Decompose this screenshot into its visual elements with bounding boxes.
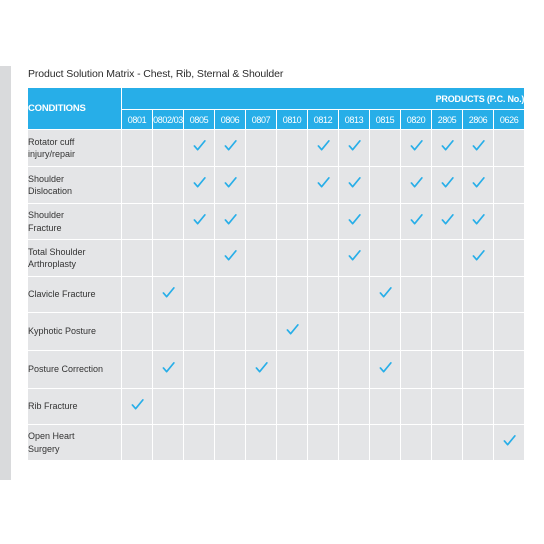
checkmark-icon [348,139,361,152]
matrix-cell [339,277,370,313]
matrix-cell [184,167,215,204]
matrix-cell [184,277,215,313]
checkmark-icon [317,139,330,152]
matrix-cell [432,389,463,425]
matrix-cell [432,167,463,204]
matrix-cell [463,204,494,240]
matrix-cell [463,130,494,167]
matrix-cell [153,167,184,204]
matrix-cell [184,240,215,277]
condition-label-line: Kyphotic Posture [28,326,97,337]
matrix-cell [370,277,401,313]
condition-label [28,240,122,277]
product-code-0626: 0626 [494,110,525,130]
checkmark-icon [317,176,330,189]
matrix-cell [215,425,246,461]
matrix-cell [432,204,463,240]
matrix-cell [246,130,277,167]
matrix-cell [339,313,370,351]
condition-label-line: Surgery [28,443,60,454]
matrix-cell [122,130,153,167]
checkmark-icon [503,434,516,447]
matrix-cell [277,277,308,313]
matrix-cell [401,389,432,425]
matrix-cell [463,389,494,425]
matrix-cell [246,277,277,313]
condition-row [28,167,525,204]
checkmark-icon [193,213,206,226]
condition-row [28,240,525,277]
condition-label-line: Posture Correction [28,364,104,375]
matrix-cell [494,425,525,461]
matrix-cell [215,204,246,240]
condition-label [28,425,122,461]
matrix-cell [494,389,525,425]
matrix-cell [215,277,246,313]
matrix-cell [308,204,339,240]
checkmark-icon [224,213,237,226]
checkmark-icon [286,323,299,336]
condition-label [28,167,122,204]
matrix-cell [122,351,153,389]
checkmark-icon [131,398,144,411]
matrix-cell [153,130,184,167]
matrix-cell [277,204,308,240]
matrix-cell [277,351,308,389]
matrix-cell [401,313,432,351]
condition-row [28,313,525,351]
matrix-cell [370,313,401,351]
checkmark-icon [162,286,175,299]
checkmark-icon [224,249,237,262]
condition-label-line: Fracture [28,222,62,233]
matrix-cell [215,130,246,167]
matrix-cell [215,389,246,425]
condition-row [28,130,525,167]
matrix-cell [215,351,246,389]
matrix-cell [308,351,339,389]
product-solution-matrix [27,87,525,461]
condition-label-line: Arthroplasty [28,259,77,269]
matrix-cell [153,277,184,313]
matrix-cell [246,389,277,425]
condition-label-line: Shoulder [28,173,65,184]
checkmark-icon [193,139,206,152]
matrix-cell [463,167,494,204]
checkmark-icon [224,176,237,189]
matrix-cell [370,130,401,167]
condition-row [28,204,525,240]
matrix-cell [401,425,432,461]
matrix-cell [215,167,246,204]
matrix-cell [339,389,370,425]
checkmark-icon [255,361,268,374]
condition-label-line: Rib Fracture [28,401,78,412]
matrix-cell [339,204,370,240]
product-code-0820: 0820 [401,110,432,130]
matrix-cell [277,130,308,167]
matrix-cell [401,277,432,313]
matrix-cell [370,351,401,389]
matrix-cell [494,204,525,240]
matrix-cell [308,425,339,461]
matrix-cell [184,313,215,351]
matrix-cell [432,240,463,277]
matrix-cell [401,204,432,240]
matrix-cell [277,240,308,277]
matrix-cell [122,389,153,425]
matrix-cell [184,130,215,167]
matrix-body [28,130,525,461]
matrix-cell [308,277,339,313]
checkmark-icon [410,213,423,226]
product-code-0810: 0810 [277,110,308,130]
matrix-cell [277,425,308,461]
matrix-cell [277,167,308,204]
matrix-cell [122,167,153,204]
products-header: PRODUCTS (P.C. No.) [122,88,525,110]
condition-row [28,351,525,389]
condition-label-line: Total Shoulder [28,246,86,257]
matrix-cell [184,389,215,425]
product-code-0806: 0806 [215,110,246,130]
product-code-0801: 0801 [122,110,153,130]
conditions-header: CONDITIONS [28,88,122,130]
checkmark-icon [193,176,206,189]
condition-label [28,389,122,425]
matrix-cell [153,351,184,389]
matrix-cell [339,240,370,277]
matrix-cell [370,240,401,277]
matrix-cell [308,167,339,204]
product-code-0802-03: 0802/03 [153,110,184,130]
condition-row [28,389,525,425]
checkmark-icon [472,213,485,226]
matrix-cell [432,277,463,313]
matrix-cell [153,389,184,425]
matrix-cell [432,130,463,167]
matrix-cell [153,313,184,351]
matrix-cell [494,351,525,389]
page-title: Product Solution Matrix - Chest, Rib, Sternal & Shoulder [28,68,284,80]
matrix-cell [308,313,339,351]
matrix-cell [494,313,525,351]
checkmark-icon [379,361,392,374]
matrix-cell [339,167,370,204]
matrix-cell [432,425,463,461]
matrix-cell [432,351,463,389]
product-code-0812: 0812 [308,110,339,130]
side-accent-bar [0,66,11,480]
product-code-2806: 2806 [463,110,494,130]
condition-row [28,277,525,313]
matrix-cell [370,425,401,461]
condition-label-line: Open Heart [28,431,75,441]
matrix-cell [463,425,494,461]
condition-label-line: injury/repair [28,149,76,159]
matrix-cell [463,240,494,277]
condition-label [28,313,122,351]
matrix-cell [494,130,525,167]
matrix-cell [122,240,153,277]
matrix-cell [122,313,153,351]
checkmark-icon [162,361,175,374]
matrix-cell [401,167,432,204]
matrix-cell [184,351,215,389]
matrix-cell [246,425,277,461]
checkmark-icon [441,176,454,189]
product-code-0805: 0805 [184,110,215,130]
matrix-cell [153,240,184,277]
matrix-cell [339,351,370,389]
matrix-cell [463,351,494,389]
matrix-cell [463,277,494,313]
matrix-cell [153,204,184,240]
condition-label [28,204,122,240]
checkmark-icon [410,139,423,152]
condition-label [28,351,122,389]
matrix-cell [246,204,277,240]
product-code-2805: 2805 [432,110,463,130]
product-code-0815: 0815 [370,110,401,130]
matrix-cell [277,389,308,425]
condition-label-line: Clavicle Fracture [28,289,96,300]
checkmark-icon [441,213,454,226]
matrix-cell [339,425,370,461]
matrix-cell [401,130,432,167]
matrix-cell [494,240,525,277]
condition-label-line: Dislocation [28,186,73,196]
checkmark-icon [472,176,485,189]
matrix-cell [370,167,401,204]
matrix-cell [246,313,277,351]
matrix-cell [215,240,246,277]
matrix-cell [308,240,339,277]
matrix-cell [246,351,277,389]
matrix-cell [215,313,246,351]
condition-label [28,130,122,167]
matrix-cell [122,204,153,240]
matrix-cell [370,204,401,240]
matrix-cell [370,389,401,425]
matrix-cell [277,313,308,351]
checkmark-icon [224,139,237,152]
condition-label-line: Rotator cuff [28,136,75,147]
matrix-cell [184,204,215,240]
matrix-cell [184,425,215,461]
matrix-cell [401,351,432,389]
matrix-cell [308,130,339,167]
matrix-cell [153,425,184,461]
checkmark-icon [472,249,485,262]
checkmark-icon [348,249,361,262]
checkmark-icon [348,176,361,189]
checkmark-icon [379,286,392,299]
checkmark-icon [441,139,454,152]
matrix-cell [401,240,432,277]
matrix-cell [339,130,370,167]
product-code-0807: 0807 [246,110,277,130]
checkmark-icon [348,213,361,226]
matrix-cell [122,425,153,461]
condition-row [28,425,525,461]
matrix-cell [246,240,277,277]
matrix-cell [308,389,339,425]
condition-label [28,277,122,313]
matrix-cell [246,167,277,204]
matrix-cell [494,277,525,313]
matrix-cell [432,313,463,351]
checkmark-icon [410,176,423,189]
checkmark-icon [472,139,485,152]
matrix-cell [463,313,494,351]
product-code-0813: 0813 [339,110,370,130]
condition-label-line: Shoulder [28,210,65,220]
matrix-cell [494,167,525,204]
matrix-cell [122,277,153,313]
